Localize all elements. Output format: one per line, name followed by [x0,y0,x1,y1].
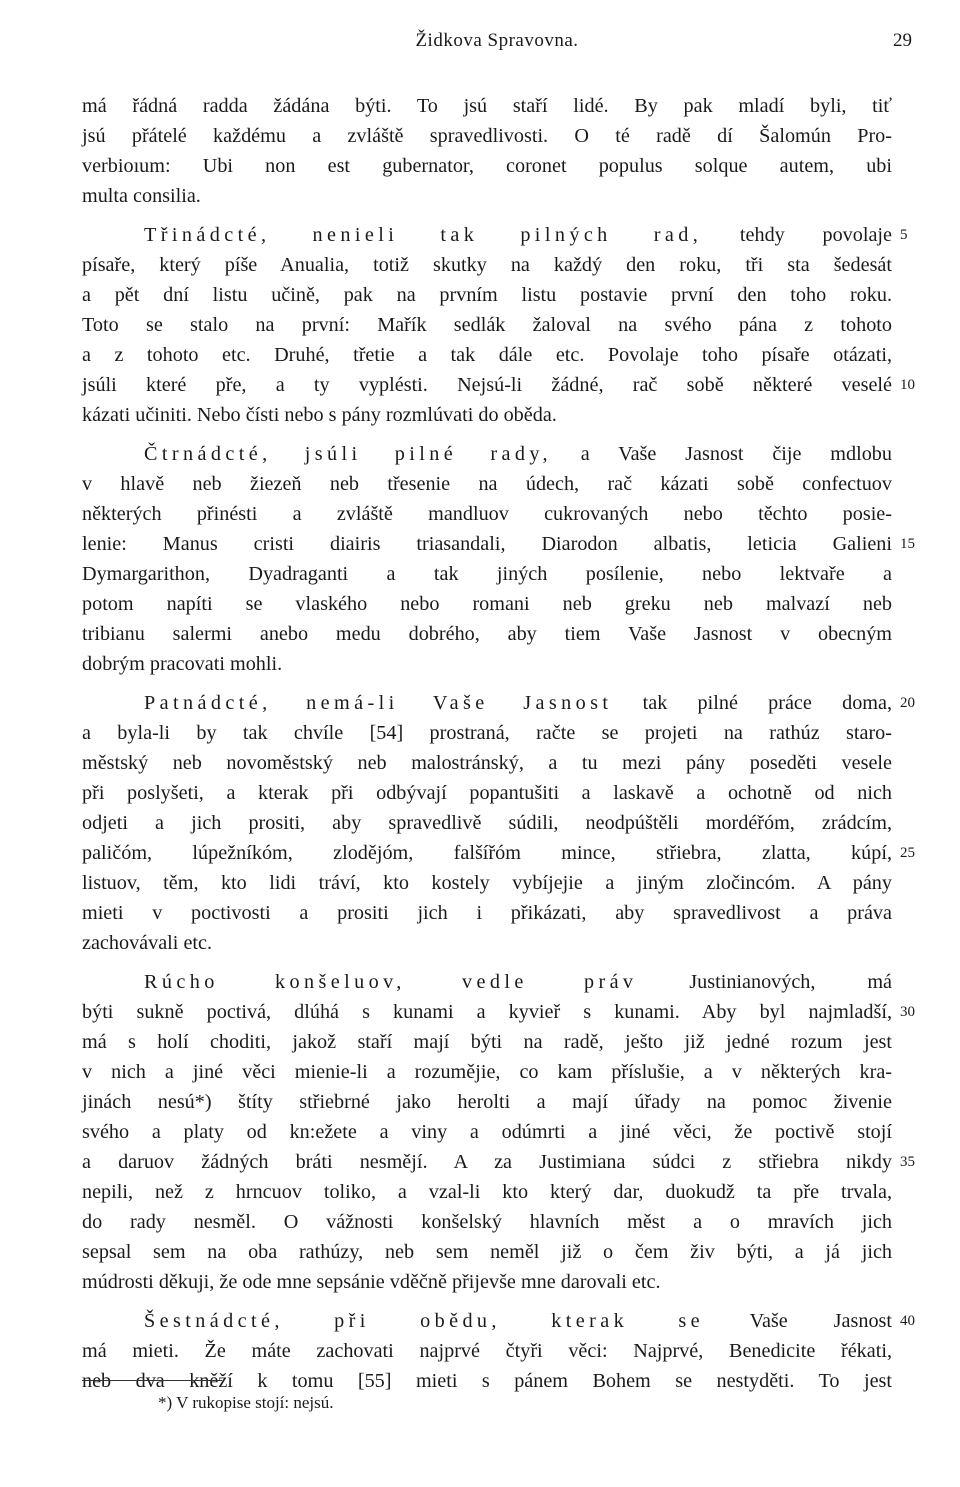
text-line [82,838,915,868]
line-text: verbioıum: Ubi non est gubernator, coronet populus solque autem, ubi [82,155,892,177]
line-text: má mieti. Že máte zachovati najprvé čtyři věci: Najprvé, Benedicite řékati, [82,1340,892,1362]
text-line [82,997,915,1027]
text-line [82,1117,892,1147]
text-line [82,310,892,340]
line-text: některých přinésti a zvláště mandluov cukrovaných nebo těchto posie- [82,503,892,525]
line-text: jsúli které pře, a ty vyplésti. Nejsú-li žádné, rač sobě některé veselé [82,374,892,396]
line-number: 5 [900,227,908,243]
line-text: multa consilia. [82,185,201,207]
line-text: paličóm, lúpežníkóm, zlodějóm, falšířóm mince, střiebra, zlatta, kúpí, [82,842,892,864]
paragraph-heading: Čtrnádcté, jsúli pilné rady, [144,443,552,465]
line-text: v nich a jiné věci mienie-li a rozumějie, co kam příslušie, a v některých kra- [82,1061,892,1083]
text-line [82,529,915,559]
text-line [82,559,892,589]
text-line [82,619,892,649]
line-text: kázati učiniti. Nebo čísti nebo s pány rozmlúvati do oběda. [82,404,557,426]
text-line [82,1336,892,1366]
line-number: 35 [900,1154,915,1170]
text-line [82,718,892,748]
line-text: potom napíti se vlaského nebo romani neb greku neb malvazí neb [82,593,892,615]
text-line [82,340,892,370]
line-number: 10 [900,377,915,393]
line-text: zachovávali etc. [82,932,213,954]
line-text: listuov, těm, kto lidi tráví, kto kostely vybíjejie a jiným zločincóm. A pány [82,872,892,894]
text-line [82,1267,892,1297]
text-line [82,649,892,679]
line-text: písaře, který píše Anualia, totiž skutky na každý den roku, tři sta šedesát [82,254,892,276]
line-text: a pět dní listu učině, pak na prvním listu postavie první den toho roku. [82,284,892,306]
line-text: a byla-li by tak chvíle [54] prostraná, račte se projeti na rathúz staro- [82,722,892,744]
text-line [82,1057,892,1087]
line-text: sepsal sem na oba rathúzy, neb sem neměl již o čem živ býti, a já jich [82,1241,892,1263]
line-text: do rady nesměl. O vážnosti konšelský hlavních měst a o mravích jich [82,1211,892,1233]
line-text: dobrým pracovati mohli. [82,653,283,675]
line-number: 40 [900,1313,915,1329]
text-line [82,808,892,838]
line-text: jinách nesú*) štíty střiebrné jako herolti a mají úřady na pomoc živenie [82,1091,892,1113]
paragraph-heading: Patnádcté, nemá-li Vaše Jasnost [144,692,613,714]
line-text: jsú přátelé každému a zvláště spravedlivosti. O té radě dí Šalomún Pro- [82,125,892,147]
page-number: 29 [893,30,912,51]
body-text [82,91,915,1396]
text-line [82,181,892,211]
footnote: *) V rukopise stojí: nejsú. [158,1393,334,1412]
line-text: při poslyšeti, a kterak při odbývají popantušiti a laskavě a ochotně od nich [82,782,892,804]
paragraph-heading: Rúcho konšeluov, vedle práv [144,971,638,993]
text-line [82,688,915,718]
line-text: tribianu salermi anebo medu dobrého, aby tiem Vaše Jasnost v obecným [82,623,892,645]
paragraph-heading: Třinádcté, nenieli tak pilných rad, [144,224,703,246]
text-line [82,499,892,529]
text-line [82,151,892,181]
text-line [82,439,892,469]
text-line [82,1027,892,1057]
line-number: 25 [900,845,915,861]
text-line [82,778,892,808]
line-text: svého a platy od kn:ežete a viny a odúmrti a jiné věci, že poctivě stojí [82,1121,892,1143]
line-text: lenie: Manus cristi diairis triasandali, Diarodon albatis, leticia Galieni [82,533,892,555]
text-line [82,250,892,280]
line-text: a z tohoto etc. Druhé, třetie a tak dále etc. Povolaje toho písaře otázati, [82,344,892,366]
line-text: v hlavě neb žiezeň neb třesenie na údech, rač kázati sobě confectuov [82,473,892,495]
text-line [82,1237,892,1267]
text-line [82,898,892,928]
line-text: býti sukně poctivá, dlúhá s kunami a kyvieř s kunami. Aby byl najmladší, [82,1001,892,1023]
line-number: 30 [900,1004,915,1020]
line-text: Dymargarithon, Dyadraganti a tak jiných posílenie, nebo lektvaře a [82,563,892,585]
text-line [82,868,892,898]
text-line [82,220,908,250]
line-text: má s holí choditi, jakož staří mají býti na radě, ješto již jedné rozum jest [82,1031,892,1053]
text-line [82,400,892,430]
running-title: Židkova Spravovna. [415,30,579,51]
line-text: má řádná radda žádána býti. To jsú staří lidé. By pak mladí byli, tiť [82,95,892,117]
text-line [82,280,892,310]
line-text: nepili, než z hrncuov toliko, a vzal-li kto který dar, duokudž ta pře trvala, [82,1181,892,1203]
text-line [82,1087,892,1117]
line-text: Vaše Jasnost [704,1310,892,1332]
page-header [82,30,912,60]
footnote-rule [82,1380,222,1381]
line-text: a daruov žádných bráti nesmějí. A za Justimiana súdci z střiebra nikdy [82,1151,892,1173]
text-line [82,967,892,997]
text-line [82,748,892,778]
line-text: neb dva kněží k tomu [55] mieti s pánem Bohem se nestyděti. To jest [82,1370,892,1392]
line-number: 15 [900,536,915,552]
text-line [82,1306,915,1336]
text-line [82,589,892,619]
line-number: 20 [900,695,915,711]
text-line [82,1147,915,1177]
text-line [82,1207,892,1237]
text-line [82,91,892,121]
line-text: tehdy povolaje [702,224,892,246]
text-line [82,121,892,151]
line-text: mieti v poctivosti a prositi jich i přikázati, aby spravedlivost a práva [82,902,892,924]
line-text: městský neb novoměstský neb malostránský, a tu mezi pány poseděti vesele [82,752,892,774]
line-text: tak pilné práce doma, [612,692,892,714]
text-line [82,1177,892,1207]
line-text: Justinianových, má [637,971,892,993]
line-text: a Vaše Jasnost čije mdlobu [551,443,892,465]
paragraph-heading: Šestnádcté, při obědu, kterak se [144,1310,705,1332]
line-text: múdrosti děkuji, že ode mne sepsánie vděčně přijevše mne darovali etc. [82,1271,661,1293]
text-line [82,469,892,499]
text-line [82,928,892,958]
line-text: Toto se stalo na první: Mařík sedlák žaloval na svého pána z tohoto [82,314,892,336]
line-text: odjeti a jich prositi, aby spravedlivě súdili, neodpúštěli mordéřóm, zrádcím, [82,812,892,834]
text-line [82,370,915,400]
